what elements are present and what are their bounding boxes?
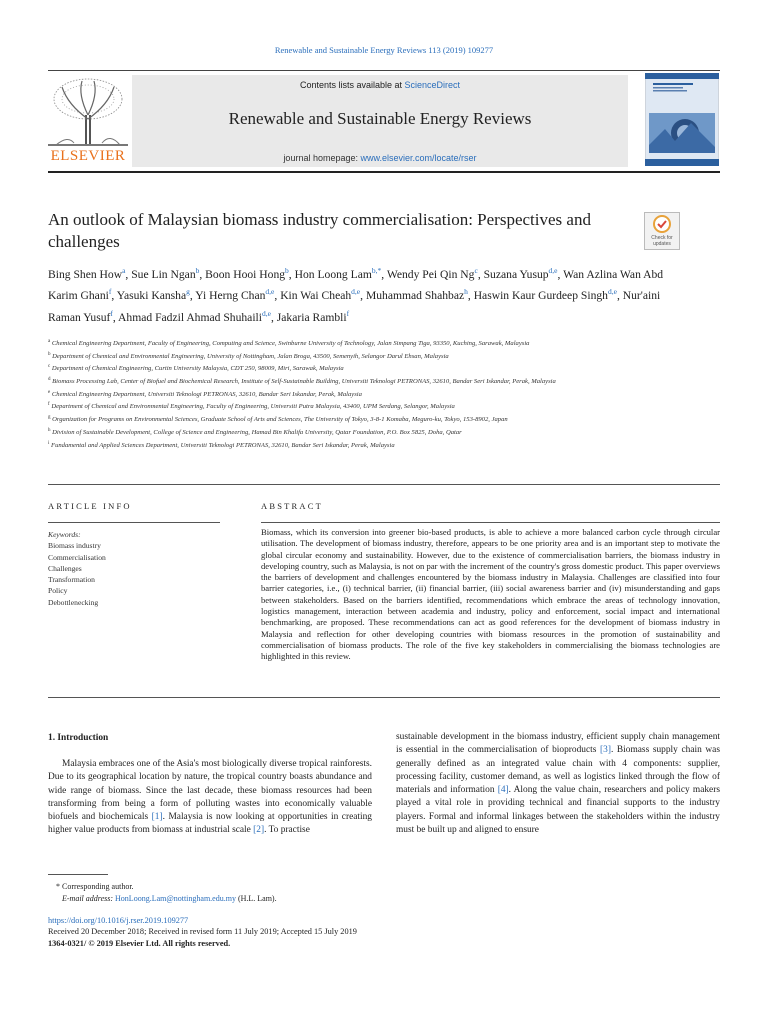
journal-homepage-line [132,153,628,163]
keywords-label: Keywords: [48,530,81,539]
author-affiliation-marker[interactable]: d,e [262,308,271,318]
footnote-rule [48,874,108,875]
author-name[interactable]: Bing Shen How [48,267,123,281]
affiliation-marker: d [48,377,51,383]
author-affiliation-marker[interactable]: d,e [548,266,558,275]
affiliation-item [48,400,688,413]
author-affiliation-marker[interactable]: c [474,266,478,275]
affiliation-text: Division of Sustainable Development, College of Science and Engineering, Hamad Bin Khalifa University, Qatar Foundation, P.O. Box 5825, Doha, Qatar [52,429,462,436]
elsevier-logo [48,75,128,165]
affiliation-marker: h [48,427,51,433]
keyword-item: Debottlenecking [48,597,99,607]
affiliation-text: Biomass Processing Lab, Center of Biofuel and Biochemical Research, Institute of Self-Sustainable Building, Universiti Teknologi PETRONAS, 32610, Bandar Seri Iskandar, Perak, Malaysia [52,378,556,386]
abstract-text: Biomass, which its conversion into greener bio-based products, is able to achieve a more balanced carbon cycle through circular utilisation. The development of biomass industry, therefore, appears to be one priority area and is an important step to motivate the global circular economy and sustainability. However, due to the existence of commercialisation barriers, the biomass industry in developing country, such as Malaysia, is not on par with the increment of the country's gross domestic product. This paper overviews the barriers of development and challenges encountered by the biomass industry in Malaysia. Challenges are classified into four barrier categories, i.e., (i) technical barrier, (ii) financial barrier, (iii) social awareness barrier and (iv) misunderstanding and gaps between stakeholders. Based on the barriers identified, recommendations which embrace the areas of technology innovation, logistics management, interaction between academia and industry, policy and enforcement, social impact and international benchmarking, are proposed. These recommendations can act as good references for the development of biomass industry in Malaysia and reflection for other developing countries with biomass resources in the promotion of sustainability and commercialisation of biomass products. The role of the five key stakeholders in commercialising the biomass technologies are highlighted in this review. [261,527,720,662]
affiliation-text: Department of Chemical and Environmental Engineering, University of Nottingham, Jalan Broga, 43500, Semenyih, Selangor Darul Ehsan, Malaysia [52,352,449,360]
affiliation-item [48,388,688,401]
keyword-item: Commercialisation [48,552,106,562]
author-list: Bing Shen How$^a$, Sue Lin Ngan$^b$, Boon Hooi Hong$^b$, Hon Loong Lam$^{b,*}$, Wendy Pei Qin Ng$^c$, Suzana Yusup$^{d,e}$, Wan Azlina Wan Abd Karim Ghani$^f$, Yasuki Kansha$^g$, Yi Herng Chan$^{d,e}$, Kin Wai Cheah$^{d,e}$, Muhammad Shahbaz$^h$, Haswin Kaur Gurdeep Singh$^{d,e}$, Nur'aini Raman Yusuf$^f$, Ahmad Fadzil Ahmad Shuhaili$^{d,e}$, Jakaria Rambli$^f$ [48,266,664,324]
publication-info [48,915,548,949]
keyword-item: Transformation [48,575,95,585]
affiliation-item [48,413,688,426]
author-affiliation-marker[interactable]: f [346,308,350,318]
contents-lists-line [132,80,628,90]
homepage-prefix: journal homepage: [283,153,361,163]
email-suffix: (H.L. Lam). [235,894,277,903]
keywords-block [48,529,218,608]
body-text: Malaysia embraces one of the Asia's most biologically diverse tropical rainforests. Due to its geographical location by nature, the tropical country boasts abundance and wide range of biomass. Since the last decade, these biomass resources had been transforming from being a form of polluting wastes into economically valuable biofuels and biochemicals [48,759,372,823]
body-column-right [396,731,720,837]
elsevier-wordmark: ELSEVIER [50,148,126,164]
author-affiliation-marker[interactable]: d,e [607,287,617,297]
affiliation-list [48,337,688,451]
affiliation-text: Organization for Programs on Environmental Sciences, Graduate School of Arts and Sciences, The University of Tokyo, 3-8-1 Komaba, Meguro-ku, Tokyo, 153-8902, Japan [52,416,508,424]
corresponding-author-note: * Corresponding author. [56,882,134,891]
elsevier-tree-icon [48,75,128,147]
author-name[interactable]: Jakaria Rambli [276,310,347,324]
check-updates-label: Check for updates [651,235,673,247]
author-name[interactable]: Boon Hooi Hong [205,267,286,281]
check-for-updates-badge[interactable] [644,212,680,250]
body-text: sustainable development in the biomass industry, efficient supply chain management is essential in the commercialisation of bioproducts [396,732,720,756]
affiliation-item [48,362,688,375]
author-affiliation-marker[interactable]: b [285,266,289,275]
keyword-item: Biomass industry [48,541,101,551]
contents-prefix: Contents lists available at [299,80,405,90]
affiliation-text: Fundamental and Applied Sciences Department, Universiti Teknologi PETRONAS, 32610, Bandar Seri Iskandar, Perak, Malaysia [51,441,395,449]
keyword-item: Policy [48,586,68,596]
affiliation-marker: f [48,402,50,408]
header-divider [48,70,720,71]
article-info-heading: ARTICLE INFO [48,501,132,511]
header-bottom-rule [48,171,720,173]
author-name[interactable]: Nur'aini Raman Yusuf [48,289,661,324]
copyright-line: 1364-0321/ © 2019 Elsevier Ltd. All rights reserved. [48,938,231,948]
body-divider [48,697,720,698]
journal-cover-thumbnail[interactable] [645,73,719,166]
footnote-block [48,881,448,905]
body-text: . Biomass supply chain was generally defined as an integrated value chain with 4 components: supplier, processing facility, customer demand, as well as logistics linked through the flow of materials and information [396,745,720,796]
affiliation-item [48,350,688,363]
affiliation-marker: i [48,440,50,446]
author-name[interactable]: Yi Herng Chan [195,289,266,303]
article-title: An outlook of Malaysian biomass industry commercialisation: Perspectives and challenges [48,210,591,251]
abstract-heading: ABSTRACT [261,501,323,511]
affiliation-marker: g [48,415,51,421]
affiliation-item [48,337,688,350]
author-name[interactable]: Suzana Yusup [483,267,549,281]
journal-title: Renewable and Sustainable Energy Reviews [228,109,532,128]
author-name[interactable]: Hon Loong Lam [294,267,372,281]
author-name[interactable]: Wan Azlina Wan Abd Karim Ghani [48,267,664,303]
doi-link[interactable]: https://doi.org/10.1016/j.rser.2019.109277 [48,916,189,925]
author-name[interactable]: Sue Lin Ngan [131,267,196,281]
reference-link[interactable]: [1] [151,812,163,823]
reference-link[interactable]: [4] [497,785,509,796]
affiliation-text: Department of Chemical and Environmental Engineering, Faculty of Engineering, Universiti Putra Malaysia, 43400, UPM Serdang, Selangor, Malaysia [51,403,455,411]
author-name[interactable]: Wendy Pei Qin Ng [386,267,475,281]
author-affiliation-marker[interactable]: g [186,287,190,297]
keyword-item: Challenges [48,563,82,573]
affiliation-text: Chemical Engineering Department, Universiti Teknologi PETRONAS, 32610, Bandar Seri Iskandar, Perak, Malaysia [51,390,362,398]
section-divider [48,484,720,485]
article-info-rule [48,522,220,523]
affiliation-item [48,426,688,439]
author-name[interactable]: Yasuki Kansha [116,289,187,303]
author-affiliation-marker[interactable]: b,* [371,266,382,275]
affiliation-item [48,375,688,388]
abstract-rule [261,522,720,523]
body-column-left [48,758,372,838]
affiliation-text: Chemical Engineering Department, Faculty of Engineering, Computing and Science, Swinburne University of Technology, Jalan Simpang Tiga, 93350, Kuching, Sarawak, Malaysia [51,340,530,348]
affiliation-item [48,439,688,452]
author-affiliation-marker[interactable]: h [464,287,468,297]
author-affiliation-marker[interactable]: a [122,266,126,275]
author-affiliation-marker[interactable]: d,e [265,287,275,297]
author-affiliation-marker[interactable]: d,e [351,287,361,297]
affiliation-marker: e [48,389,51,395]
author-affiliation-marker[interactable]: f [110,308,113,318]
affiliation-text: Department of Chemical Engineering, Curtin University Malaysia, CDT 250, 98009, Miri, Sarawak, Malaysia [51,365,344,373]
author-name[interactable]: Ahmad Fadzil Ahmad Shuhaili [118,310,262,324]
affiliation-marker: a [48,339,51,344]
body-text: . To practise [264,825,310,836]
introduction-heading: 1. Introduction [48,733,109,743]
body-text: . Along the value chain, researchers and policy makers played a vital role in providing technical and financial supports to the industry players. Formal and informal linkages between the stakeholders within the industry must be built up and aligned to ensure [396,785,720,836]
email-link[interactable]: HonLoong.Lam@nottingham.edu.my [115,894,236,903]
author-name[interactable]: Muhammad Shahbaz [365,289,465,303]
author-affiliation-marker[interactable]: b [195,266,200,275]
author-name[interactable]: Haswin Kaur Gurdeep Singh [473,289,608,303]
email-label: E-mail address: [62,894,116,903]
author-affiliation-marker[interactable]: f [108,287,112,297]
received-dates: Received 20 December 2018; Received in revised form 11 July 2019; Accepted 15 July 2019 [48,927,357,937]
journal-citation[interactable]: Renewable and Sustainable Energy Reviews 113 (2019) 109277 [274,45,494,55]
reference-link[interactable]: [3] [600,745,611,756]
email-line [48,893,448,905]
journal-homepage-link[interactable]: www.elsevier.com/locate/rser [360,153,477,163]
affiliation-marker: c [48,364,51,370]
body-text: . Malaysia is now looking at opportunities in creating higher value products from biomass at industrial scale [48,812,372,836]
author-name[interactable]: Kin Wai Cheah [280,289,352,303]
affiliation-marker: b [48,351,51,357]
sciencedirect-link[interactable]: ScienceDirect [404,80,461,90]
reference-link[interactable]: [2] [253,825,265,836]
